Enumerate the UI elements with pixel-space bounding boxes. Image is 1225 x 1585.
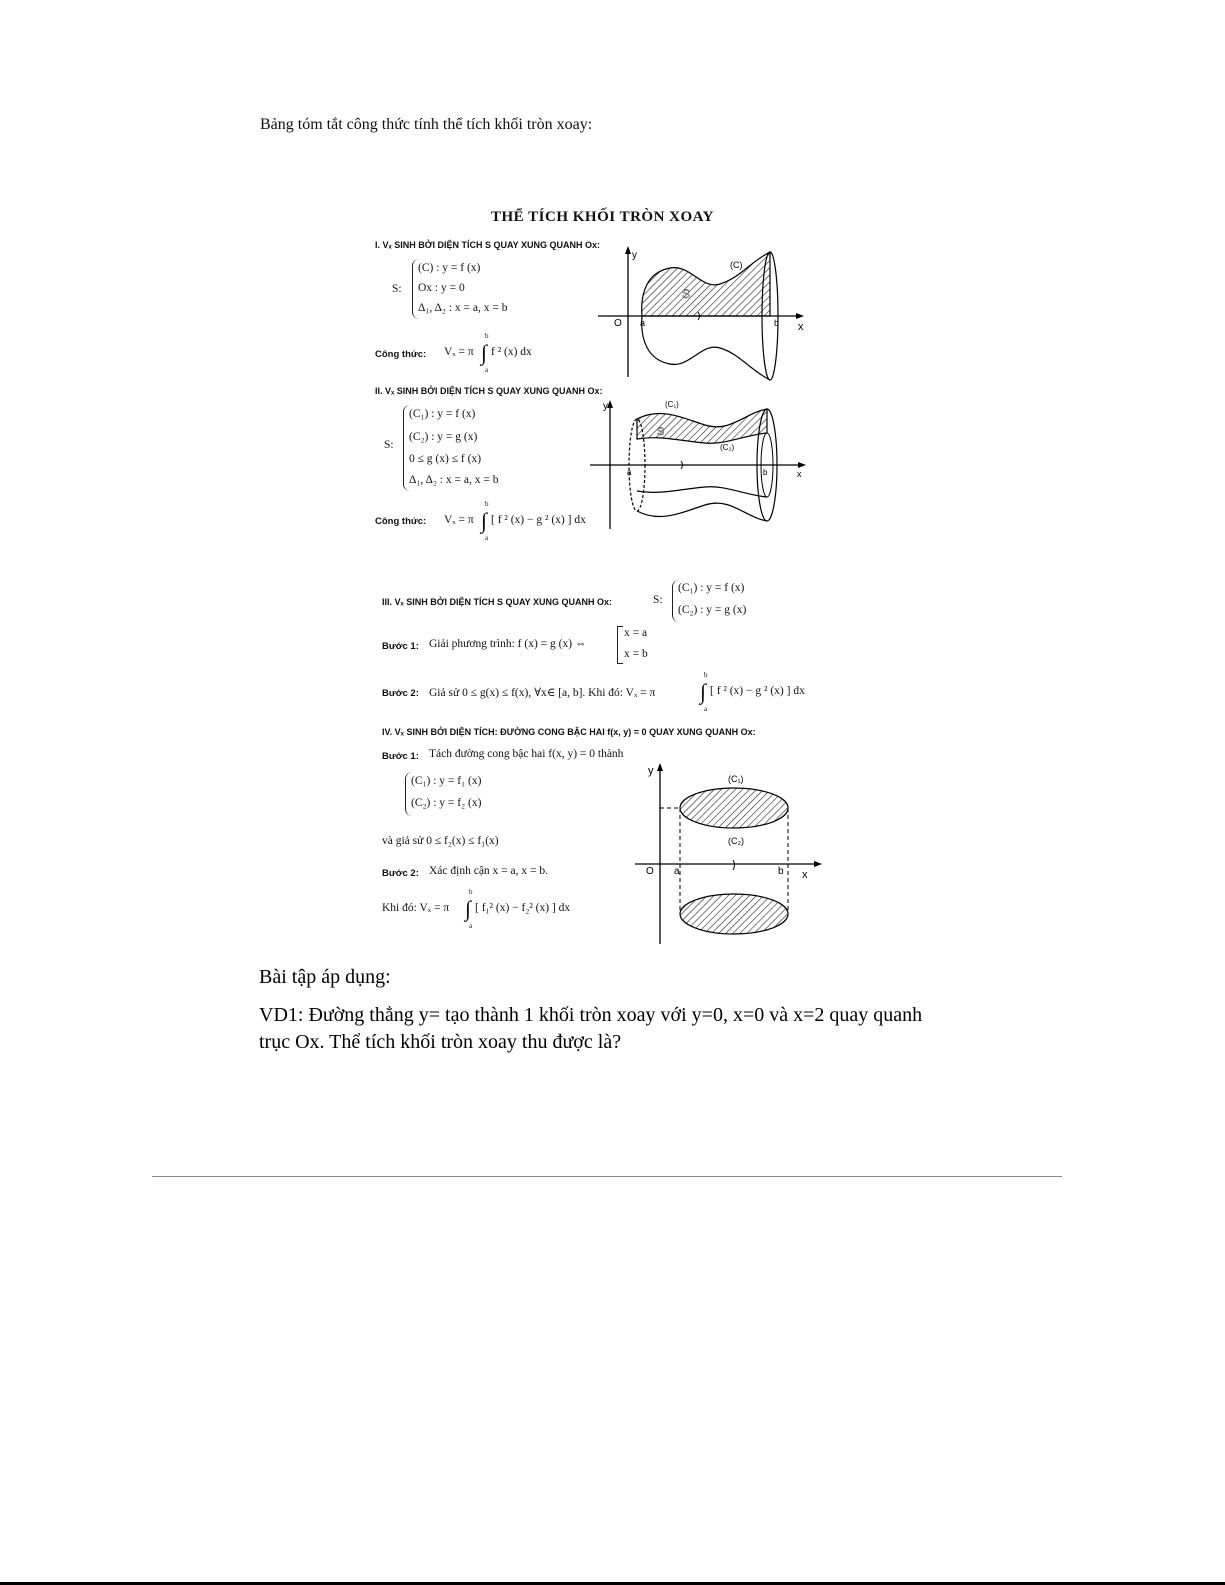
s-label: S bbox=[657, 426, 665, 438]
section-2-line: 0 ≤ g (x) ≤ f (x) bbox=[409, 453, 482, 465]
vd1-line-2: trục Ox. Thể tích khối tròn xoay thu được là? bbox=[259, 1031, 622, 1053]
origin-label: O bbox=[646, 866, 654, 877]
section-4-khi-do: Khi đó: Vₓ = π bbox=[382, 902, 450, 914]
y-label: y bbox=[603, 401, 608, 412]
section-4-khi-body: [ f₁² (x) − f₂² (x) ] dx bbox=[475, 902, 571, 914]
mirror-curve bbox=[642, 316, 770, 380]
x-axis-arrow-icon bbox=[814, 861, 822, 867]
x-axis-arrow-icon bbox=[798, 462, 806, 468]
section-3-heading: III. Vₓ SINH BỞI DIỆN TÍCH S QUAY XUNG QUANH Ox: bbox=[382, 597, 613, 607]
y-label: y bbox=[632, 250, 637, 261]
case-bracket bbox=[617, 626, 623, 664]
integral-sign: ∫ bbox=[481, 508, 488, 533]
section-4-step1-text: Tách đường cong bậc hai f(x, y) = 0 thành bbox=[429, 748, 624, 760]
rotation-arrow-icon bbox=[733, 860, 735, 870]
section-4-step1-label: Bước 1: bbox=[382, 751, 419, 762]
region-s bbox=[642, 252, 770, 316]
intro-text: Bảng tóm tắt công thức tính thể tích khối tròn xoay: bbox=[260, 116, 593, 133]
section-1-line: Ox : y = 0 bbox=[418, 282, 465, 294]
integral-sign: ∫ bbox=[700, 679, 707, 704]
integral-lower-limit: a bbox=[485, 366, 489, 374]
section-2-heading: II. Vₓ SINH BỞI DIỆN TÍCH S QUAY XUNG QUANH Ox: bbox=[375, 386, 603, 396]
x-label: x bbox=[802, 869, 808, 881]
section-3-step1-text: Giải phương trình: f (x) = g (x) ⇔ bbox=[429, 638, 587, 650]
b-label: b bbox=[774, 318, 780, 328]
section-4-line: (C₁) : y = f₁ (x) bbox=[411, 775, 482, 787]
section-3-s-label: S: bbox=[653, 594, 663, 606]
section-2-formula-body: [ f ² (x) − g ² (x) ] dx bbox=[491, 514, 586, 526]
integral-lower-limit: a bbox=[469, 922, 473, 930]
a-label: a bbox=[640, 318, 646, 328]
integral-lower-limit: a bbox=[485, 534, 489, 542]
integral-sign: ∫ bbox=[481, 340, 488, 365]
section-3-step2-label: Bước 2: bbox=[382, 688, 419, 699]
section-1-line: (C) : y = f (x) bbox=[418, 262, 481, 274]
top-ellipse bbox=[680, 788, 788, 828]
y-label: y bbox=[648, 765, 654, 777]
origin-label: O bbox=[614, 318, 622, 329]
section-4-heading: IV. Vₓ SINH BỞI DIỆN TÍCH: ĐƯỜNG CONG BẬC HAI f(x, y) = 0 QUAY XUNG QUANH Ox: bbox=[382, 727, 756, 737]
section-1-figure bbox=[590, 242, 820, 382]
x-axis-arrow-icon bbox=[796, 313, 804, 319]
integral-upper-limit: b bbox=[485, 500, 489, 508]
section-4-figure bbox=[630, 760, 830, 945]
c1-label: (C₁) bbox=[728, 774, 744, 784]
section-2-figure bbox=[585, 395, 815, 530]
section-1-formula-lhs: Vₓ = π bbox=[444, 346, 474, 358]
c1-label: (C₁) bbox=[665, 400, 679, 409]
section-2-formula-label: Công thức: bbox=[375, 516, 427, 527]
b-label: b bbox=[763, 468, 768, 477]
mirror-outer-curve bbox=[637, 503, 767, 521]
page-divider bbox=[152, 1176, 1062, 1177]
c2-label: (C₂) bbox=[720, 443, 735, 452]
section-3-case: x = b bbox=[624, 648, 648, 660]
b-label: b bbox=[778, 866, 784, 877]
section-3-step2-body: [ f ² (x) − g ² (x) ] dx bbox=[710, 685, 805, 697]
integral-upper-limit: b bbox=[704, 671, 708, 679]
integral-lower-limit: a bbox=[704, 705, 708, 713]
section-3-line: (C₁) : y = f (x) bbox=[678, 582, 745, 594]
integral-upper-limit: b bbox=[469, 888, 473, 896]
section-1-formula-body: f ² (x) dx bbox=[491, 346, 532, 358]
section-4-assume: và giả sử 0 ≤ f₂(x) ≤ f₁(x) bbox=[382, 835, 499, 847]
x-label: x bbox=[797, 469, 802, 479]
section-2-line: (C₂) : y = g (x) bbox=[409, 431, 478, 443]
mirror-inner-curve bbox=[637, 487, 767, 497]
section-2-line: Δ₁, Δ₂ : x = a, x = b bbox=[409, 474, 499, 486]
bottom-ellipse bbox=[680, 894, 788, 934]
s-label: S bbox=[682, 287, 691, 301]
c2-label: (C₂) bbox=[728, 836, 744, 846]
section-1-line: Δ₁, Δ₂ : x = a, x = b bbox=[418, 302, 508, 314]
vd1-line-1: VD1: Đường thẳng y= tạo thành 1 khối tròn xoay với y=0, x=0 và x=2 quay quanh bbox=[259, 1004, 923, 1026]
curve-label: (C) bbox=[730, 260, 743, 270]
section-2-s-label: S: bbox=[384, 439, 394, 451]
exercise-title: Bài tập áp dụng: bbox=[259, 966, 391, 988]
section-1-heading: I. Vₓ SINH BỞI DIỆN TÍCH S QUAY XUNG QUANH Ox: bbox=[375, 240, 601, 250]
section-1-s-label: S: bbox=[392, 283, 402, 295]
integral-upper-limit: b bbox=[485, 332, 489, 340]
y-axis-arrow-icon bbox=[657, 763, 663, 771]
section-2-formula-lhs: Vₓ = π bbox=[444, 514, 474, 526]
a-label: a bbox=[627, 468, 632, 477]
section-3-step2-text: Giả sử 0 ≤ g(x) ≤ f(x), ∀x∈ [a, b]. Khi đó: Vₓ = π bbox=[429, 687, 656, 699]
section-3-step1-label: Bước 1: bbox=[382, 641, 419, 652]
section-2-line: (C₁) : y = f (x) bbox=[409, 408, 476, 420]
section-4-step2-text: Xác định cận x = a, x = b. bbox=[429, 865, 548, 877]
section-3-line: (C₂) : y = g (x) bbox=[678, 604, 747, 616]
section-1-formula-label: Công thức: bbox=[375, 349, 427, 360]
section-3-case: x = a bbox=[624, 627, 648, 639]
y-axis-arrow-icon bbox=[625, 246, 631, 254]
page-title: THỂ TÍCH KHỐI TRÒN XOAY bbox=[491, 209, 714, 225]
section-4-step2-label: Bước 2: bbox=[382, 868, 419, 879]
integral-sign: ∫ bbox=[465, 896, 472, 921]
x-label: x bbox=[798, 321, 804, 333]
a-label: a bbox=[674, 866, 680, 877]
section-4-line: (C₂) : y = f₂ (x) bbox=[411, 797, 482, 809]
